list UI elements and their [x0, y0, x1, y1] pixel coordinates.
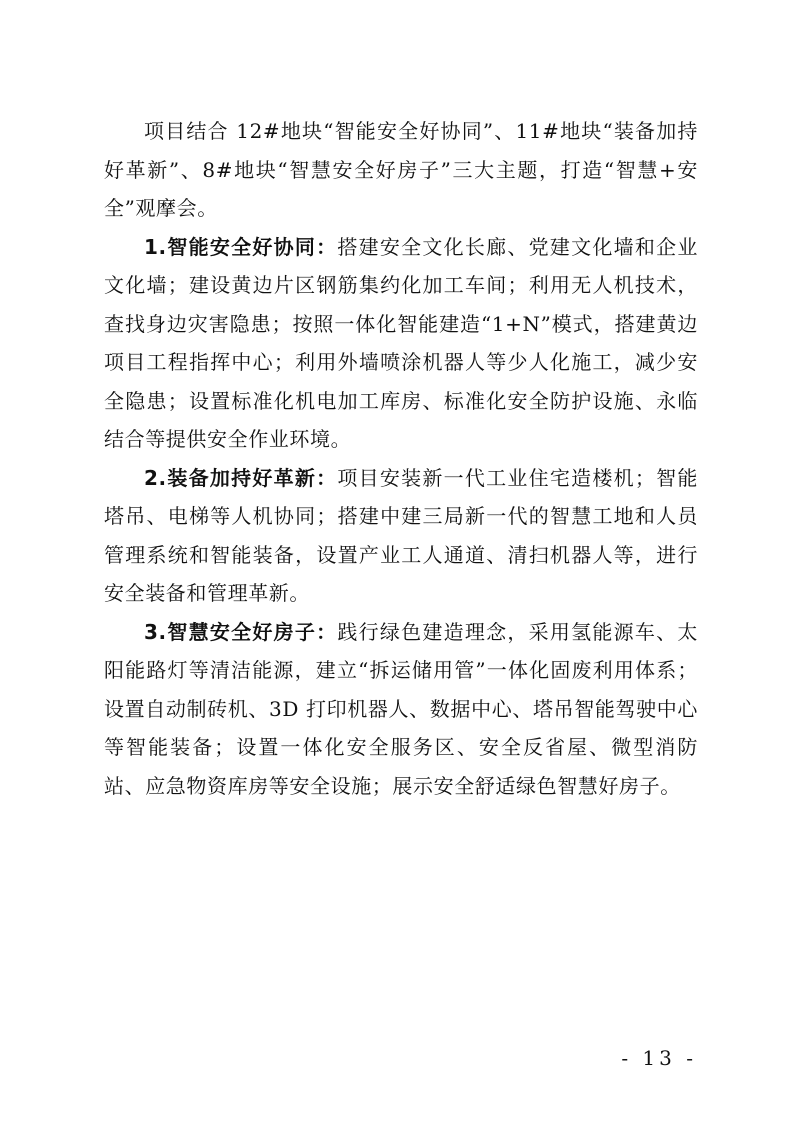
section-1-paragraph	[104, 228, 698, 459]
intro-paragraph-text: 项目结合 12#地块“智能安全好协同”、11#地块“装备加持好革新”、8#地块“智慧安全好房子”三大主题，打造“智慧+安全”观摩会。	[104, 119, 698, 220]
section-2-text: 项目安装新一代工业住宅造楼机；智能塔吊、电梯等人机协同；搭建中建三局新一代的智慧工地和人员管理系统和智能装备，设置产业工人通道、清扫机器人等，进行安全装备和管理革新。	[104, 465, 698, 605]
section-2-paragraph	[104, 459, 698, 613]
section-3-text: 践行绿色建造理念，采用氢能源车、太阳能路灯等清洁能源，建立“拆运储用管”一体化固废利用体系；设置自动制砖机、3D 打印机器人、数据中心、塔吊智能驾驶中心等智能装备；设置一体化安全服务区、安全反省屋、微型消防站、应急物资库房等安全设施；展示安全舒适绿色智慧好房子。	[104, 619, 698, 798]
section-2-heading: 2.装备加持好革新：	[144, 465, 338, 490]
section-1-text: 搭建安全文化长廊、党建文化墙和企业文化墙；建设黄边片区钢筋集约化加工车间；利用无人机技术，查找身边灾害隐患；按照一体化智能建造“1+N”模式，搭建黄边项目工程指挥中心；利用外墙喷涂机器人等少人化施工，减少安全隐患；设置标准化机电加工库房、标准化安全防护设施、永临结合等提供安全作业环境。	[104, 234, 698, 451]
section-1-heading: 1.智能安全好协同：	[144, 234, 338, 259]
section-3-heading: 3.智慧安全好房子：	[144, 619, 338, 644]
document-body	[104, 112, 698, 805]
section-3-paragraph	[104, 613, 698, 806]
page-number: - 13 -	[621, 1046, 697, 1070]
intro-paragraph	[104, 112, 698, 228]
